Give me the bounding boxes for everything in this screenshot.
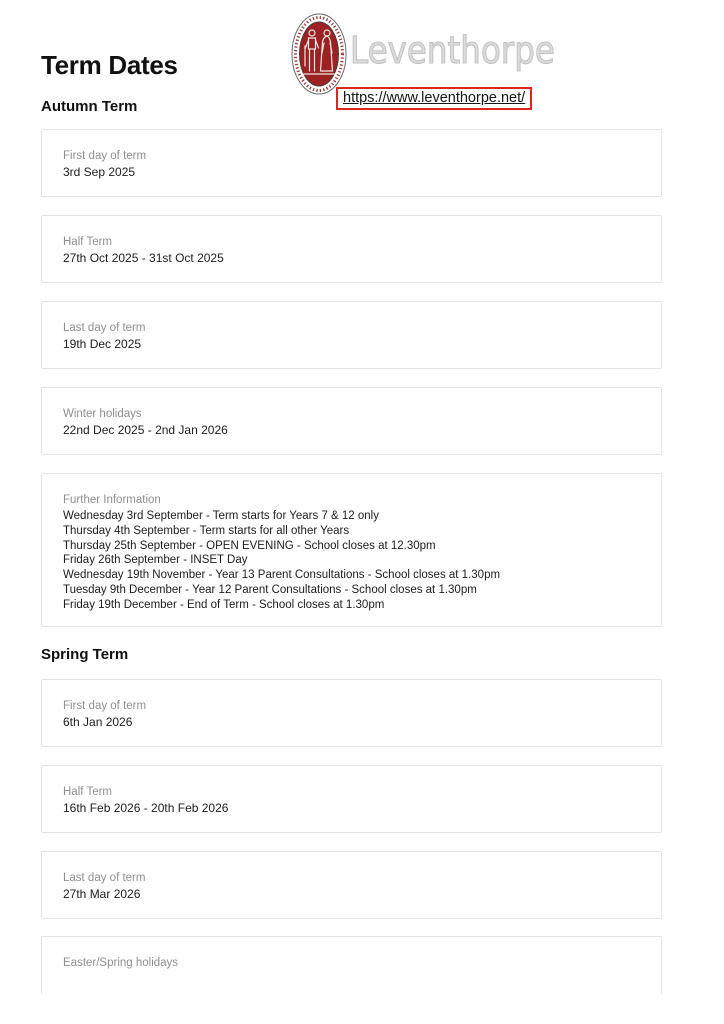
info-line: Friday 26th September - INSET Day (63, 554, 248, 567)
card-label: Last day of term (63, 872, 146, 884)
card-easter-holidays-clipped (41, 936, 662, 994)
card-label: Easter/Spring holidays (63, 957, 179, 969)
card-autumn-half-term (41, 215, 662, 283)
info-line: Friday 19th December - End of Term - School closes at 1.30pm (63, 598, 385, 611)
website-url-link[interactable]: https://www.leventhorpe.net/ (336, 87, 532, 110)
card-label: Last day of term (63, 322, 146, 334)
info-line: Wednesday 19th November - Year 13 Parent Consultations - School closes at 1.30pm (63, 569, 501, 582)
info-line: Thursday 25th September - OPEN EVENING - School closes at 12.30pm (63, 539, 436, 552)
card-spring-first-day (41, 679, 662, 747)
card-label: First day of term (63, 150, 147, 162)
card-label: Half Term (63, 786, 112, 798)
card-label: Further Information (63, 494, 161, 506)
further-information-lines (63, 509, 640, 613)
card-value: 16th Feb 2026 - 20th Feb 2026 (63, 801, 229, 815)
card-label: Half Term (63, 236, 112, 248)
card-value: 6th Jan 2026 (63, 715, 133, 729)
card-label: First day of term (63, 700, 147, 712)
card-easter-holidays (41, 936, 662, 994)
section-heading-autumn: Autumn Term (41, 98, 138, 115)
card-value: 27th Mar 2026 (63, 887, 141, 901)
info-line: Thursday 4th September - Term starts for all other Years (63, 524, 350, 537)
card-spring-last-day (41, 851, 662, 919)
card-winter-holidays (41, 387, 662, 455)
info-line: Wednesday 3rd September - Term starts for Years 7 & 12 only (63, 510, 379, 522)
card-further-information (41, 473, 662, 627)
school-wordmark: Leventhorpe (350, 29, 555, 72)
card-value: 19th Dec 2025 (63, 337, 142, 351)
card-autumn-last-day (41, 301, 662, 369)
info-line: Tuesday 9th December - Year 12 Parent Consultations - School closes at 1.30pm (63, 583, 477, 596)
card-autumn-first-day (41, 129, 662, 197)
card-spring-half-term (41, 765, 662, 833)
card-value: 3rd Sep 2025 (63, 165, 136, 179)
card-value: 27th Oct 2025 - 31st Oct 2025 (63, 251, 224, 265)
section-heading-spring: Spring Term (41, 646, 129, 663)
card-value: 22nd Dec 2025 - 2nd Jan 2026 (63, 423, 228, 437)
page-title: Term Dates (41, 50, 178, 80)
card-label: Winter holidays (63, 408, 142, 420)
